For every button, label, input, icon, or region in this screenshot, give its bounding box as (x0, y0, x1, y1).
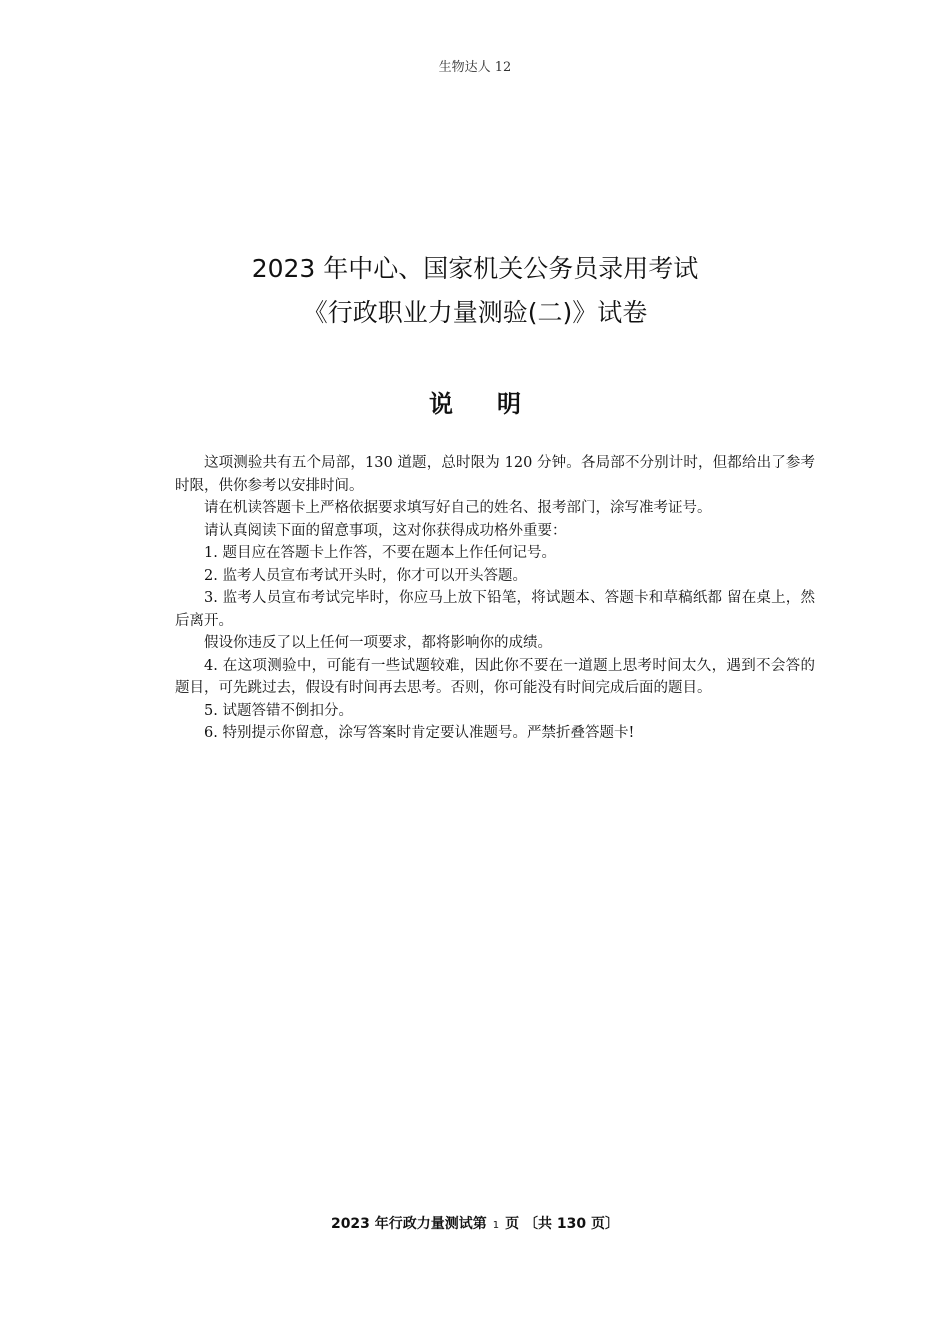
instruction-item-5: 5. 试题答错不倒扣分。 (204, 702, 353, 719)
section-heading: 说明 (429, 390, 565, 418)
footer-suffix: 页 〔共 130 页〕 (505, 1216, 620, 1232)
instruction-item-6: 6. 特别提示你留意，涂写答案时肯定要认准题号。严禁折叠答题卡! (204, 725, 635, 741)
instruction-paragraph: 请在机读答题卡上严格依据要求填写好自己的姓名、报考部门，涂写准考证号。 (204, 500, 712, 516)
instruction-item-2: 2. 监考人员宣布考试开头时，你才可以开头答题。 (204, 567, 527, 584)
exam-title-line-1: 2023 年中心、国家机关公务员录用考试 (251, 254, 699, 283)
header-note: 生物达人 12 (438, 60, 512, 75)
instruction-item-3: 3. 监考人员宣布考试完毕时，你应马上放下铅笔，将试题本、答题卡和草稿纸都 留在桌上，然后离开。 (175, 590, 815, 629)
footer-page-number: 1 (492, 1220, 500, 1231)
page-footer (0, 1213, 950, 1233)
instruction-paragraph: 这项测验共有五个局部，130 道题，总时限为 120 分钟。各局部不分别计时，但都给出了参考时限，供你参考以安排时间。 (175, 455, 815, 494)
exam-title (0, 247, 950, 335)
exam-title-line-2: 《行政职业力量测验(二)》试卷 (302, 298, 648, 327)
footer-prefix: 2023 年行政力量测试第 (330, 1216, 487, 1232)
instruction-paragraph: 假设你违反了以上任何一项要求，都将影响你的成绩。 (204, 635, 552, 651)
instruction-item-4: 4. 在这项测验中，可能有一些试题较难，因此你不要在一道题上思考时间太久，遇到不会答的题目，可先跳过去，假设有时间再去思考。否则，你可能没有时间完成后面的题目。 (175, 657, 815, 696)
instructions-body (175, 452, 815, 745)
instruction-paragraph: 请认真阅读下面的留意事项，这对你获得成功格外重要： (204, 522, 567, 539)
instruction-item-1: 1. 题目应在答题卡上作答，不要在题本上作任何记号。 (204, 545, 556, 561)
